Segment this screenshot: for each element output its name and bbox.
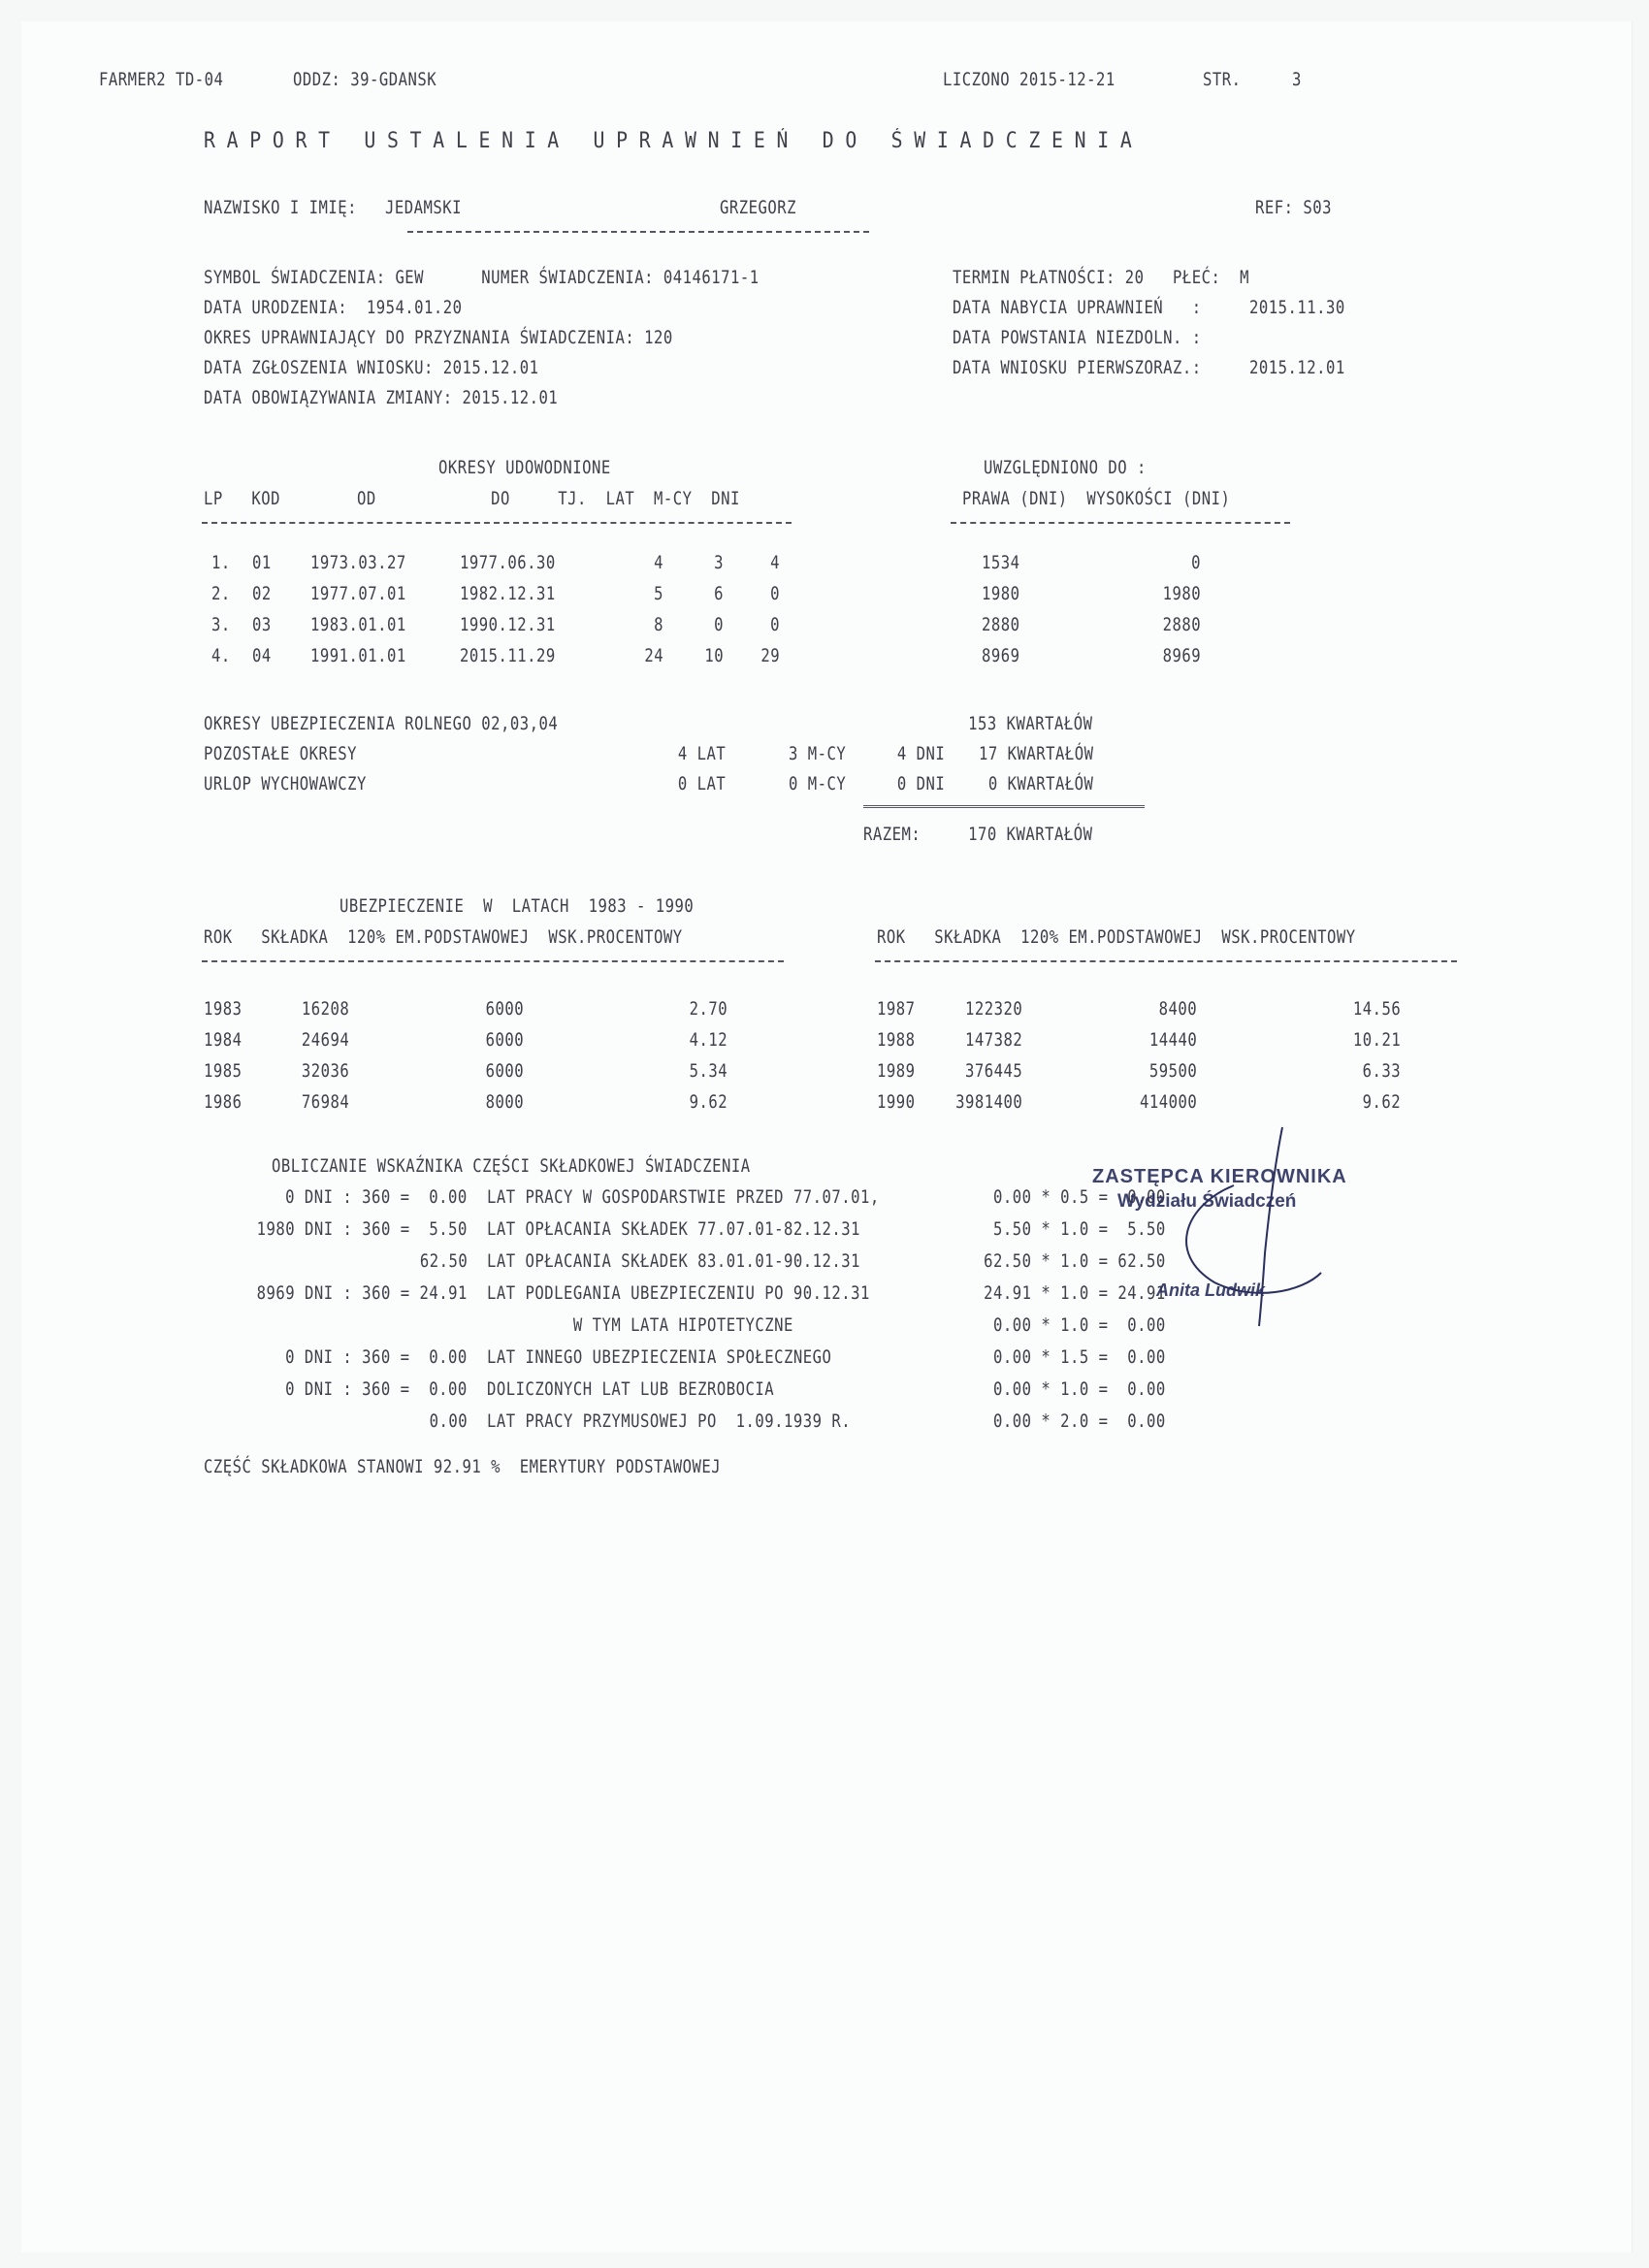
summary-line: CZĘŚĆ SKŁADKOWA STANOWI 92.91 % EMERYTURY PODSTAWOWEJ	[204, 1456, 722, 1477]
contrib-amount: 3981400	[954, 1091, 1022, 1113]
period-days: 29	[760, 645, 780, 666]
contrib-year: 1990	[877, 1091, 916, 1113]
calc-result: 62.50 * 1.0 = 62.50	[984, 1250, 1166, 1272]
calc-description: W TYM LATA HIPOTETYCZNE	[487, 1314, 793, 1336]
periods-rule	[202, 522, 792, 524]
info-line: DATA POWSTANIA NIEZDOLN. :	[953, 327, 1202, 348]
period-code: 02	[252, 583, 272, 604]
contrib-rule-right	[875, 960, 1457, 962]
calc-result: 24.91 * 1.0 = 24.91	[984, 1282, 1166, 1304]
contrib-amount: 122320	[964, 998, 1022, 1020]
period-from: 1973.03.27	[310, 552, 406, 573]
considered-rule	[951, 522, 1290, 524]
insurance-quarters: 153 KWARTAŁÓW	[968, 713, 1093, 734]
info-line: DATA NABYCIA UPRAWNIEŃ : 2015.11.30	[953, 297, 1345, 318]
contrib-base: 8000	[485, 1091, 524, 1113]
calc-days: 0.00	[429, 1410, 468, 1432]
period-code: 03	[252, 614, 272, 635]
period-months: 0	[714, 614, 724, 635]
insurance-quarters: 17 KWARTAŁÓW	[978, 743, 1093, 764]
contrib-heading: UBEZPIECZENIE W LATACH 1983 - 1990	[340, 895, 695, 917]
period-to: 2015.11.29	[460, 645, 556, 666]
contrib-amount: 76984	[301, 1091, 349, 1113]
contrib-amount: 32036	[301, 1060, 349, 1082]
insurance-months: 0 M-CY	[788, 773, 846, 794]
info-line: SYMBOL ŚWIADCZENIA: GEW NUMER ŚWIADCZENIA: 04146171-1	[204, 267, 760, 288]
considered-columns: PRAWA (DNI) WYSOKOŚCI (DNI)	[962, 488, 1231, 509]
calc-result: 5.50 * 1.0 = 5.50	[993, 1218, 1166, 1240]
contrib-base: 59500	[1148, 1060, 1197, 1082]
page-label: STR.	[1203, 69, 1242, 90]
contrib-index: 9.62	[1362, 1091, 1401, 1113]
calc-description: LAT PRACY PRZYMUSOWEJ PO 1.09.1939 R.	[487, 1410, 852, 1432]
calc-heading: OBLICZANIE WSKAŹNIKA CZĘŚCI SKŁADKOWEJ ŚWIADCZENIA	[272, 1155, 751, 1177]
total-value: 170 KWARTAŁÓW	[968, 824, 1093, 845]
period-from: 1983.01.01	[310, 614, 406, 635]
contrib-index: 5.34	[689, 1060, 728, 1082]
period-months: 10	[704, 645, 724, 666]
page-number: 3	[1292, 69, 1302, 90]
contrib-year: 1987	[877, 998, 916, 1020]
contrib-year: 1985	[204, 1060, 242, 1082]
info-line: DATA URODZENIA: 1954.01.20	[204, 297, 463, 318]
calc-days: 62.50	[419, 1250, 468, 1272]
period-to: 1982.12.31	[460, 583, 556, 604]
period-years: 8	[654, 614, 663, 635]
firstname: GRZEGORZ	[720, 197, 796, 218]
contrib-columns-left: ROK SKŁADKA 120% EM.PODSTAWOWEJ WSK.PROCENTOWY	[204, 926, 683, 948]
report-title: RAPORT USTALENIA UPRAWNIEŃ DO ŚWIADCZENIA	[204, 129, 1144, 153]
period-to: 1977.06.30	[460, 552, 556, 573]
insurance-days: 0 DNI	[896, 773, 945, 794]
period-from: 1991.01.01	[310, 645, 406, 666]
insurance-label: URLOP WYCHOWAWCZY	[204, 773, 367, 794]
calc-result: 0.00 * 1.5 = 0.00	[993, 1346, 1166, 1368]
contrib-base: 6000	[485, 1029, 524, 1051]
contrib-index: 6.33	[1362, 1060, 1401, 1082]
contrib-year: 1984	[204, 1029, 242, 1051]
period-lp: 2.	[211, 583, 231, 604]
branch: ODDZ: 39-GDANSK	[293, 69, 437, 90]
periods-heading: OKRESY UDOWODNIONE	[438, 457, 611, 478]
period-days: 0	[770, 583, 780, 604]
calc-days: 8969 DNI : 360 = 24.91	[256, 1282, 468, 1304]
calc-description: LAT OPŁACANIA SKŁADEK 83.01.01-90.12.31	[487, 1250, 861, 1272]
calc-result: 0.00 * 1.0 = 0.00	[993, 1378, 1166, 1400]
name-label: NAZWISKO I IMIĘ:	[204, 197, 357, 218]
contrib-columns-right: ROK SKŁADKA 120% EM.PODSTAWOWEJ WSK.PROCENTOWY	[877, 926, 1356, 948]
considered-amount: 8969	[1162, 645, 1201, 666]
calc-description: DOLICZONYCH LAT LUB BEZROBOCIA	[487, 1378, 775, 1400]
insurance-quarters: 0 KWARTAŁÓW	[987, 773, 1093, 794]
computed-date: LICZONO 2015-12-21	[943, 69, 1116, 90]
period-years: 24	[644, 645, 663, 666]
contrib-amount: 24694	[301, 1029, 349, 1051]
contrib-amount: 16208	[301, 998, 349, 1020]
contrib-amount: 147382	[964, 1029, 1022, 1051]
calc-description: LAT OPŁACANIA SKŁADEK 77.07.01-82.12.31	[487, 1218, 861, 1240]
paper-sheet	[21, 21, 1633, 2252]
contrib-base: 6000	[485, 1060, 524, 1082]
contrib-index: 2.70	[689, 998, 728, 1020]
calc-description: LAT PRACY W GOSPODARSTWIE PRZED 77.07.01,	[487, 1186, 880, 1208]
contrib-base: 8400	[1158, 998, 1197, 1020]
info-line: DATA ZGŁOSZENIA WNIOSKU: 2015.12.01	[204, 357, 539, 378]
considered-amount: 0	[1191, 552, 1201, 573]
period-lp: 4.	[211, 645, 231, 666]
contrib-year: 1988	[877, 1029, 916, 1051]
period-code: 04	[252, 645, 272, 666]
considered-amount: 2880	[1162, 614, 1201, 635]
period-lp: 3.	[211, 614, 231, 635]
stamp-department: Wydziału Świadczeń	[1117, 1191, 1297, 1212]
contrib-index: 9.62	[689, 1091, 728, 1113]
info-line: DATA WNIOSKU PIERWSZORAZ.: 2015.12.01	[953, 357, 1345, 378]
period-days: 4	[770, 552, 780, 573]
considered-rights: 8969	[982, 645, 1020, 666]
contrib-year: 1989	[877, 1060, 916, 1082]
stamp-signatory: Anita Ludwik	[1156, 1280, 1265, 1300]
contrib-index: 14.56	[1352, 998, 1401, 1020]
contrib-amount: 376445	[964, 1060, 1022, 1082]
official-stamp	[1088, 1127, 1438, 1331]
period-to: 1990.12.31	[460, 614, 556, 635]
calc-days: 0 DNI : 360 = 0.00	[285, 1186, 468, 1208]
considered-rights: 1534	[982, 552, 1020, 573]
period-months: 6	[714, 583, 724, 604]
calc-description: LAT INNEGO UBEZPIECZENIA SPOŁECZNEGO	[487, 1346, 832, 1368]
calc-days: 0 DNI : 360 = 0.00	[285, 1346, 468, 1368]
insurance-years: 0 LAT	[677, 773, 726, 794]
period-from: 1977.07.01	[310, 583, 406, 604]
calc-days: 0 DNI : 360 = 0.00	[285, 1378, 468, 1400]
contrib-year: 1986	[204, 1091, 242, 1113]
stamp-position: ZASTĘPCA KIEROWNIKA	[1092, 1166, 1347, 1187]
periods-columns: LP KOD OD DO TJ. LAT M-CY DNI	[204, 488, 740, 509]
contrib-base: 414000	[1139, 1091, 1197, 1113]
period-lp: 1.	[211, 552, 231, 573]
calc-description: LAT PODLEGANIA UBEZPIECZENIU PO 90.12.31	[487, 1282, 870, 1304]
contrib-rule-left	[202, 960, 784, 962]
contrib-index: 10.21	[1352, 1029, 1401, 1051]
insurance-months: 3 M-CY	[788, 743, 846, 764]
period-code: 01	[252, 552, 272, 573]
surname: JEDAMSKI	[385, 197, 462, 218]
contrib-year: 1983	[204, 998, 242, 1020]
period-years: 5	[654, 583, 663, 604]
calc-result: 0.00 * 0.5 = 0.00	[993, 1186, 1166, 1208]
considered-rights: 1980	[982, 583, 1020, 604]
calc-result: 0.00 * 1.0 = 0.00	[993, 1314, 1166, 1336]
info-line: TERMIN PŁATNOŚCI: 20 PŁEĆ: M	[953, 267, 1250, 288]
period-months: 3	[714, 552, 724, 573]
reference: REF: S03	[1255, 197, 1332, 218]
insurance-days: 4 DNI	[896, 743, 945, 764]
insurance-years: 4 LAT	[677, 743, 726, 764]
info-line: OKRES UPRAWNIAJĄCY DO PRZYZNANIA ŚWIADCZENIA: 120	[204, 327, 673, 348]
insurance-label: POZOSTAŁE OKRESY	[204, 743, 357, 764]
period-days: 0	[770, 614, 780, 635]
info-line: DATA OBOWIĄZYWANIA ZMIANY: 2015.12.01	[204, 387, 559, 408]
insurance-label: OKRESY UBEZPIECZENIA ROLNEGO 02,03,04	[204, 713, 559, 734]
system-id: FARMER2 TD-04	[99, 69, 224, 90]
considered-heading: UWZGLĘDNIONO DO :	[984, 457, 1147, 478]
calc-result: 0.00 * 2.0 = 0.00	[993, 1410, 1166, 1432]
considered-amount: 1980	[1162, 583, 1201, 604]
separator-rule	[407, 231, 869, 233]
calc-days: 1980 DNI : 360 = 5.50	[256, 1218, 468, 1240]
total-double-rule	[863, 805, 1145, 808]
contrib-base: 14440	[1148, 1029, 1197, 1051]
contrib-base: 6000	[485, 998, 524, 1020]
total-label: RAZEM:	[863, 824, 922, 845]
period-years: 4	[654, 552, 663, 573]
contrib-index: 4.12	[689, 1029, 728, 1051]
considered-rights: 2880	[982, 614, 1020, 635]
